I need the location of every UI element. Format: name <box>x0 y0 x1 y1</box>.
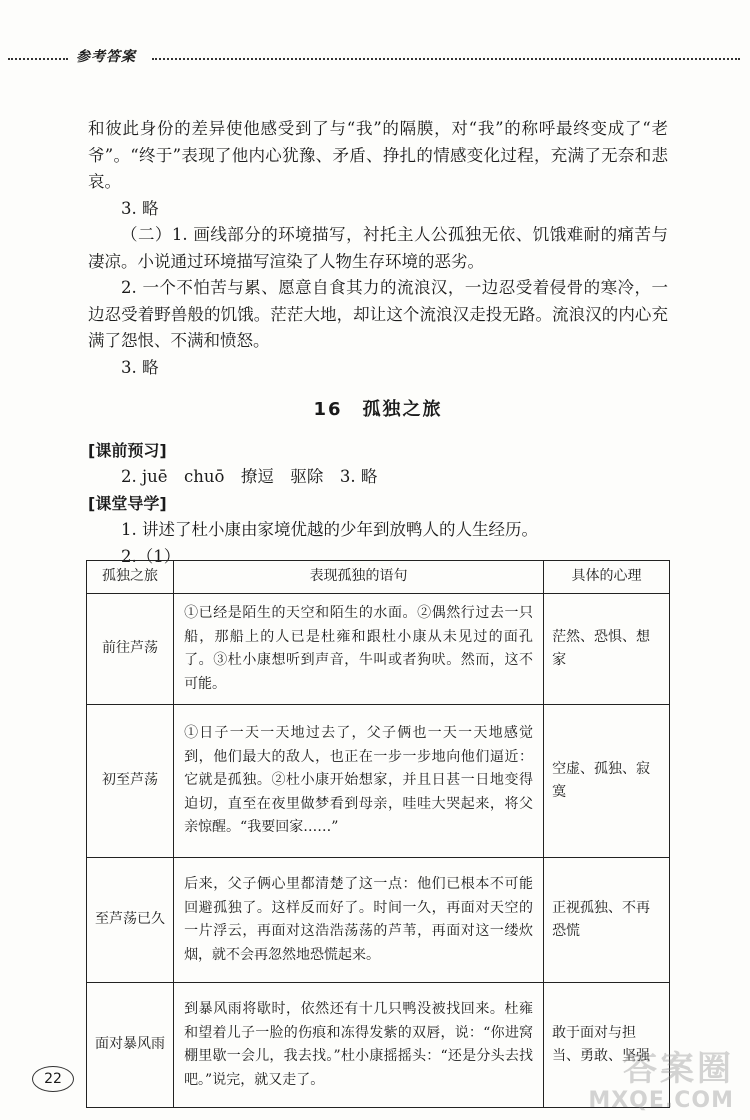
header-label: 参考答案 <box>76 49 136 65</box>
cell-sentences: ①日子一天一天地过去了，父子俩也一天一天地感觉到，他们最大的敌人，也正在一步一步地向他们逼近：它就是孤独。②杜小康开始想家，并且日甚一日地变得迫切，直至在夜里做梦看到母亲，哇哇大哭起来，将父亲惊醒。“我要回家……” <box>174 705 544 858</box>
preview-answer: 2. juē chuō 撩逗 驱除 3. 略 <box>121 467 378 486</box>
table-header-row <box>87 561 670 594</box>
cell-sentences: 到暴风雨将歇时，依然还有十几只鸭没被找回来。杜雍和望着儿子一脸的伤痕和冻得发紫的双唇，说：“你进窝棚里歇一会儿，我去找。”杜小康摇摇头：“还是分头去找吧。”说完，就又走了。 <box>174 983 544 1108</box>
header-stage: 孤独之旅 <box>87 561 174 594</box>
section-guide-label: [课堂导学] <box>88 493 167 513</box>
page-header <box>0 44 750 74</box>
cell-stage: 前往芦荡 <box>87 594 174 705</box>
answer-table <box>86 560 670 1108</box>
cell-mood: 空虚、孤独、寂寞 <box>544 705 670 858</box>
cell-stage: 面对暴风雨 <box>87 983 174 1108</box>
paragraph-item: （二）1. 画线部分的环境描写，衬托主人公孤独无依、饥饿难耐的痛苦与凄凉。小说通过环境描写渲染了人物生存环境的恶劣。 <box>88 225 668 271</box>
cell-sentences: 后来，父子俩心里都清楚了这一点：他们已根本不可能回避孤独了。这样反而好了。时间一久，再面对天空的一片浮云，再面对这浩浩荡荡的芦苇，再面对这一缕炊烟，就不会再忽然地恐慌起来。 <box>174 858 544 983</box>
table-row <box>87 858 670 983</box>
cell-mood: 敢于面对与担当、勇敢、坚强 <box>544 983 670 1108</box>
paragraph-continued: 和彼此身份的差异使他感受到了与“我”的隔膜，对“我”的称呼最终变成了“老爷”。“终于”表现了他内心犹豫、矛盾、挣扎的情感变化过程，充满了无奈和悲哀。 <box>88 119 668 191</box>
guide-answer-2: 2.（1） <box>121 546 181 566</box>
guide-answer-1: 1. 讲述了杜小康由家境优越的少年到放鸭人的人生经历。 <box>121 520 538 539</box>
watermark-text: 答案圈 <box>623 1049 734 1089</box>
header-dots <box>8 58 68 60</box>
paragraph-item: 2. 一个不怕苦与累、愿意自食其力的流浪汉，一边忍受着侵骨的寒冷，一边忍受着野兽般的饥饿。茫茫大地，却让这个流浪汉走投无路。流浪汉的内心充满了怨恨、不满和愤怒。 <box>88 278 668 350</box>
answer-body <box>88 116 668 570</box>
watermark-url: MXQE.COM <box>588 1088 734 1113</box>
cell-stage: 初至芦荡 <box>87 705 174 858</box>
cell-stage: 至芦荡已久 <box>87 858 174 983</box>
cell-sentences: ①已经是陌生的天空和陌生的水面。②偶然行过去一只船，那船上的人已是杜雍和跟杜小康从未见过的面孔了。③杜小康想听到声音，牛叫或者狗吠。然而，这不可能。 <box>174 594 544 705</box>
cell-mood: 茫然、恐惧、想家 <box>544 594 670 705</box>
section-preview-label: [课前预习] <box>88 440 167 460</box>
lesson-title: 16 孤独之旅 <box>313 399 443 420</box>
table-row <box>87 594 670 705</box>
watermark-logo <box>544 1050 734 1114</box>
paragraph-item: 3. 略 <box>121 357 159 377</box>
table-row <box>87 705 670 858</box>
page-number: 22 <box>32 1066 74 1092</box>
header-sentences: 表现孤独的语句 <box>174 561 544 594</box>
cell-mood: 正视孤独、不再恐慌 <box>544 858 670 983</box>
header-rule <box>152 58 740 60</box>
paragraph-item: 3. 略 <box>121 198 159 218</box>
header-mood: 具体的心理 <box>544 561 670 594</box>
